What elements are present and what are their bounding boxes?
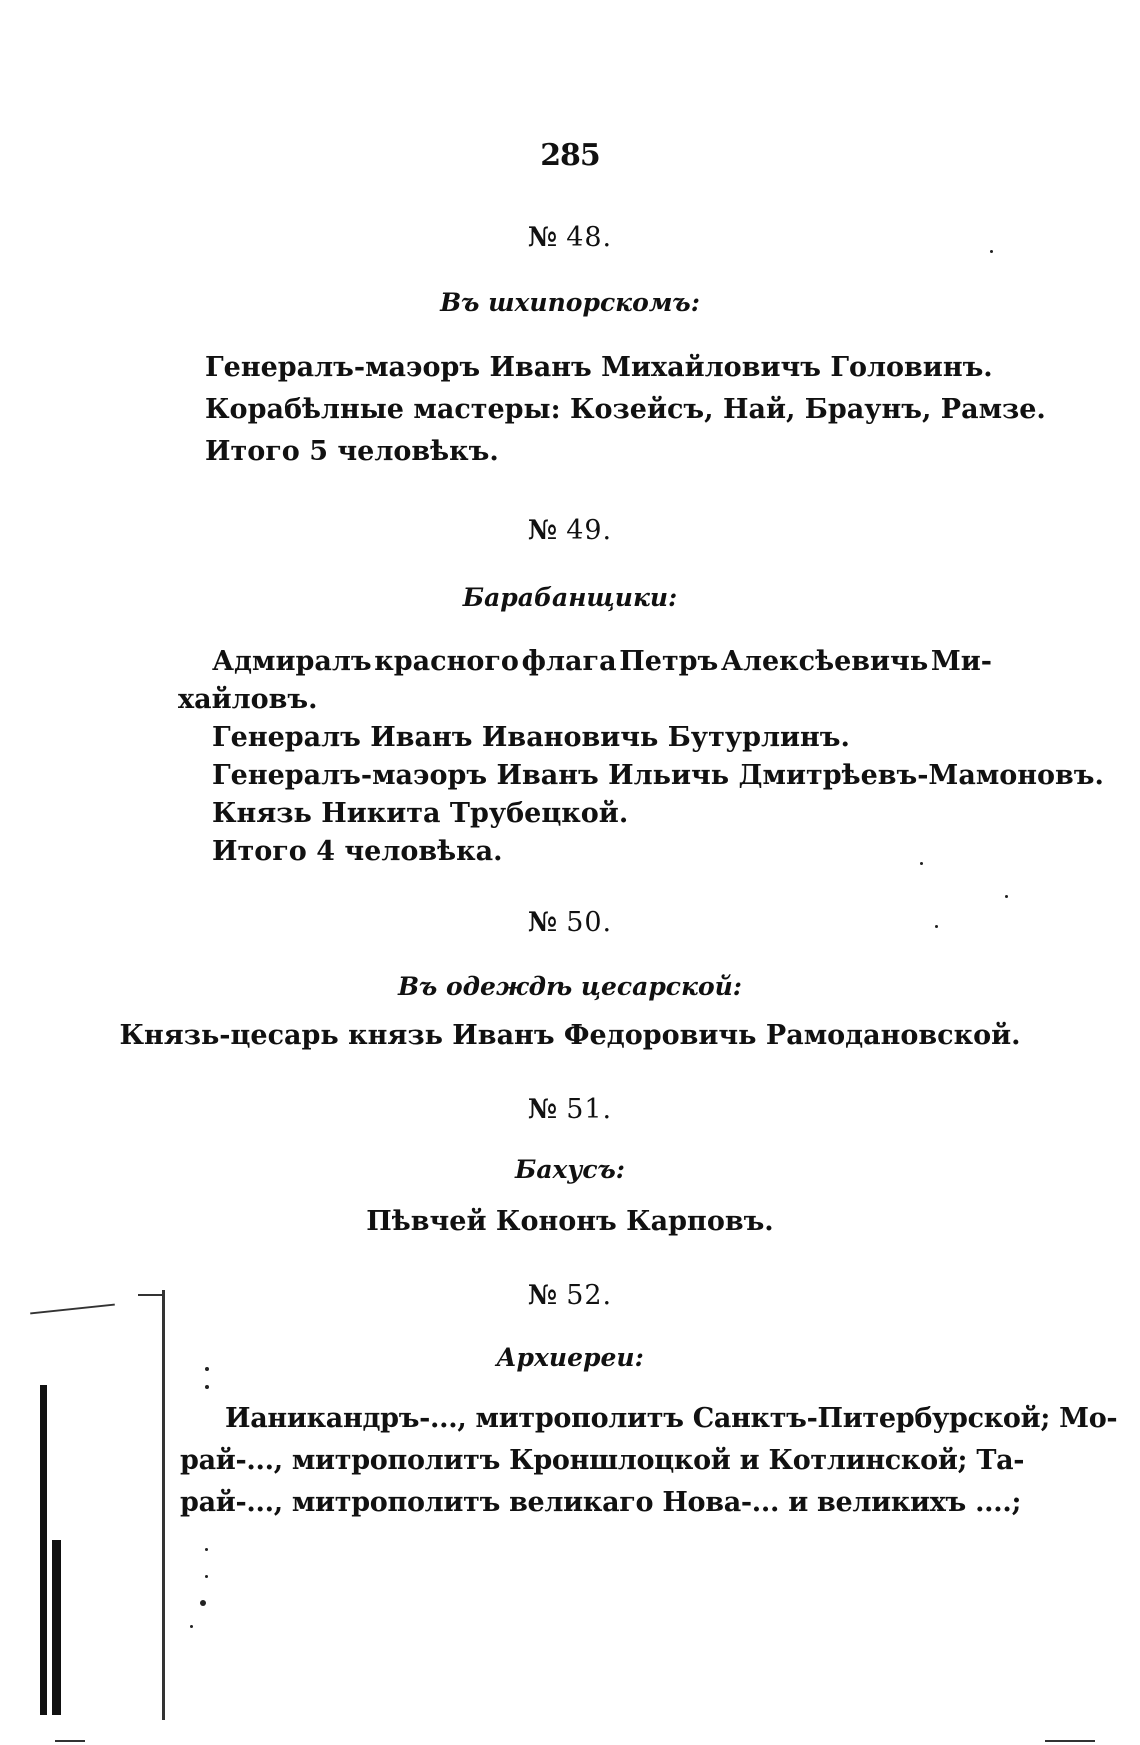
text-line: Пѣвчей Кононъ Карповъ. (366, 1206, 774, 1237)
section-number-51 (0, 1094, 1140, 1125)
text-line: Ианикандръ-..., митрополитъ Санктъ-Питербурской; Мо- (225, 1403, 1118, 1434)
word: Петръ (619, 646, 719, 677)
text-line: Генералъ-маэоръ Иванъ Михайловичъ Головинъ. (205, 352, 993, 383)
number-sign: № (527, 907, 559, 938)
word: красного (374, 646, 519, 677)
text-line: рай-..., митрополитъ великаго Нова-... и великихъ ....; (180, 1487, 1022, 1518)
page-number: 285 (540, 138, 600, 173)
section-number-52 (0, 1280, 1140, 1311)
section-number-value: 48. (566, 222, 613, 253)
section-number-value: 51. (566, 1094, 613, 1125)
text-line: Князь Никита Трубецкой. (212, 798, 629, 829)
word: Адмиралъ (212, 646, 372, 677)
word: Алексѣевичь (720, 646, 929, 677)
section-number-50 (0, 907, 1140, 938)
section-title-52: Архиереи: (496, 1343, 644, 1372)
word: флага (521, 646, 617, 677)
text-line: Генералъ-маэоръ Иванъ Ильичь Дмитрѣевъ-Мамоновъ. (212, 760, 1104, 791)
number-sign: № (527, 222, 559, 253)
text-line: Князь-цесарь князь Иванъ Федоровичь Рамодановской. (119, 1020, 1021, 1051)
word: Ми- (930, 646, 992, 677)
text-line: Корабѣлные мастеры: Козейсъ, Най, Браунъ, Рамзе. (205, 394, 1046, 425)
number-sign: № (527, 515, 559, 546)
section-number-48 (0, 222, 1140, 253)
section-title-48: Въ шхипорскомъ: (440, 288, 700, 317)
section-title-51: Бахусъ: (514, 1155, 626, 1184)
number-sign: № (527, 1094, 559, 1125)
text-line: Генералъ Иванъ Ивановичь Бутурлинъ. (212, 722, 850, 753)
text-line: рай-..., митрополитъ Кроншлоцкой и Котлинской; Та- (180, 1445, 1025, 1476)
section-number-value: 52. (566, 1280, 613, 1311)
number-sign: № (527, 1280, 559, 1311)
text-line: хайловъ. (178, 684, 318, 715)
text-line: Итого 5 человѣкъ. (205, 436, 499, 467)
text-line: Итого 4 человѣка. (212, 836, 503, 867)
section-number-49 (0, 515, 1140, 546)
section-number-value: 50. (566, 907, 613, 938)
section-title-49: Барабанщики: (462, 583, 678, 612)
section-number-value: 49. (566, 515, 613, 546)
justified-text-line (212, 648, 992, 675)
section-title-50: Въ одеждѣ цесарской: (397, 972, 743, 1001)
